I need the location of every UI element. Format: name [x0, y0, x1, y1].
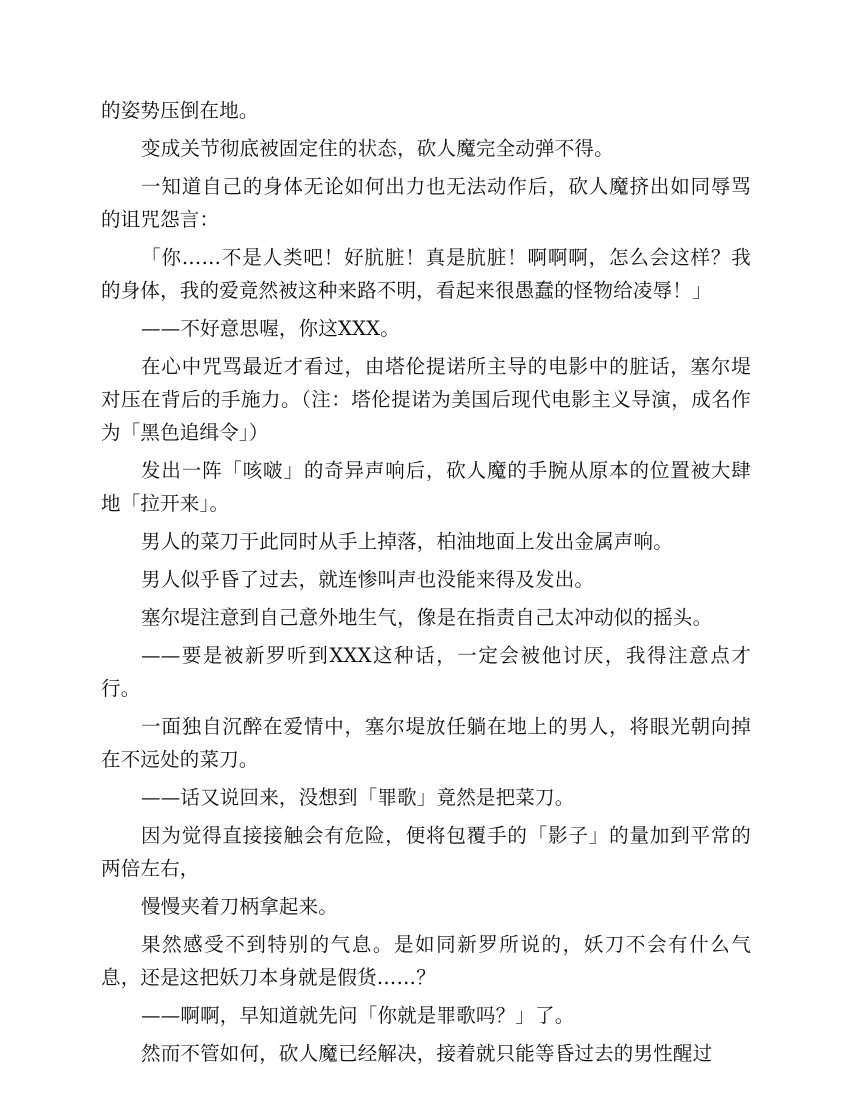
paragraph: 一知道自己的身体无论如何出力也无法动作后，砍人魔挤出如同辱骂的诅咒怨言：	[101, 175, 751, 231]
paragraph: 在心中咒骂最近才看过，由塔伦提诺所主导的电影中的脏话，塞尔堤对压在背后的手施力。（注：塔伦提诺为美国后现代电影主义导演，成名作为「黑色追缉令」）	[101, 355, 751, 444]
paragraph: 的姿势压倒在地。	[101, 99, 259, 122]
paragraph: 「你……不是人类吧！好肮脏！真是肮脏！啊啊啊，怎么会这样？我的身体，我的爱竟然被这种来路不明，看起来很愚蠢的怪物给凌辱！」	[101, 246, 751, 302]
paragraph: ——话又说回来，没想到「罪歌」竟然是把菜刀。	[141, 786, 575, 809]
document-page	[101, 94, 751, 1070]
paragraph: ——啊啊，早知道就先问「你就是罪歌吗？」了。	[141, 1004, 575, 1027]
paragraph: 塞尔堤注意到自己意外地生气，像是在指责自己太冲动似的摇头。	[141, 606, 713, 629]
paragraph: 发出一阵「咳啵」的奇异声响后，砍人魔的手腕从原本的位置被大肆地「拉开来」。	[101, 459, 751, 515]
paragraph: 因为觉得直接接触会有危险，便将包覆手的「影子」的量加到平常的两倍左右，	[101, 824, 751, 880]
paragraph: 果然感受不到特别的气息。是如同新罗所说的，妖刀不会有什么气息，还是这把妖刀本身就是假货……？	[101, 933, 751, 989]
paragraph: ——要是被新罗听到XXX这种话，一定会被他讨厌，我得注意点才行。	[101, 644, 751, 700]
paragraph: 变成关节彻底被固定住的状态，砍人魔完全动弹不得。	[141, 137, 614, 160]
paragraph: ——不好意思喔，你这XXX。	[141, 317, 400, 340]
paragraph: 然而不管如何，砍人魔已经解决，接着就只能等昏过去的男性醒过	[141, 1042, 713, 1065]
paragraph: 男人似乎昏了过去，就连惨叫声也没能来得及发出。	[141, 568, 595, 591]
paragraph: 男人的菜刀于此同时从手上掉落，柏油地面上发出金属声响。	[141, 530, 673, 553]
paragraph: 一面独自沉醉在爱情中，塞尔堤放任躺在地上的男人，将眼光朝向掉在不远处的菜刀。	[101, 715, 751, 771]
paragraph: 慢慢夹着刀柄拿起来。	[141, 895, 339, 918]
